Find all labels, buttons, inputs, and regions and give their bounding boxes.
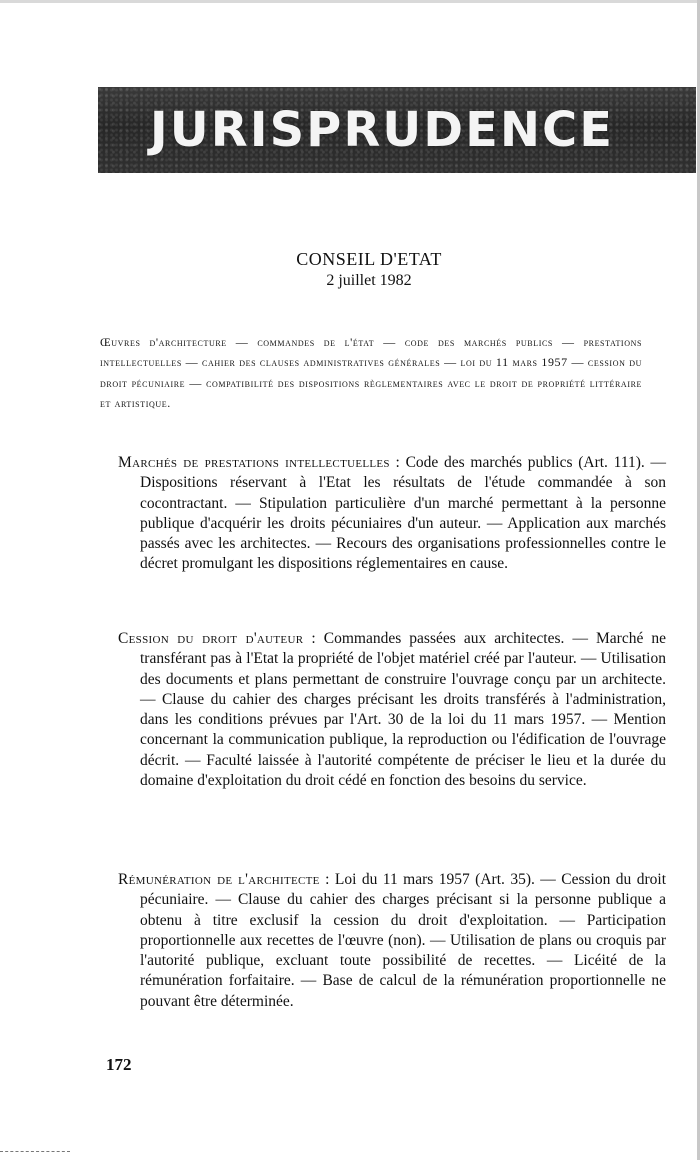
decision-date: 2 juillet 1982	[326, 272, 412, 289]
section-remuneration	[118, 870, 666, 1012]
section-heading: Marchés de prestations intellectuelles	[118, 454, 390, 471]
section-text: : Loi du 11 mars 1957 (Art. 35). — Cession du droit pécuniaire. — Clause du cahier des charges précisant si la personne publique a obtenu à titre exclusif la cession du droit d'exploitation. — Participation proportionnelle aux recettes de l'œuvre (non). — Utilisation de plans ou croquis par l'autorité publique, excluant toute possibilité de recettes. — Licéité de la rémunération forfaitaire. — Base de calcul de la rémunération proportionnelle ne pouvant être déterminée.	[140, 871, 667, 1010]
top-edge-rule	[0, 0, 700, 3]
section-cession	[118, 629, 666, 791]
court-name: CONSEIL D'ETAT	[296, 249, 442, 269]
section-heading: Cession du droit d'auteur	[118, 630, 304, 647]
section-heading: Rémunération de l'architecte	[118, 871, 320, 888]
banner-title: JURISPRUDENCE	[149, 102, 615, 158]
section-marches	[118, 453, 666, 575]
section-text: : Code des marchés publics (Art. 111). — Dispositions réservant à l'Etat les résultats de l'étude commandée à son cocontractant. — Stipulation particulière d'un marché permettant à la personne publique d'acquérir les droits pécuniaires d'un auteur. — Application aux marchés passés avec les architectes. — Recours des organisations professionnelles contre le décret promulgant les dispositions réglementaires en cause.	[140, 454, 667, 573]
keyword-summary	[100, 332, 642, 413]
court-header	[0, 249, 700, 290]
section-banner	[98, 87, 696, 173]
summary-lead-letter: Œ	[100, 335, 112, 349]
section-text: : Commandes passées aux architectes. — Marché ne transférant pas à l'Etat la propriété de l'objet matériel créé par l'auteur. — Utilisation des documents et plans permettant de construire l'ouvrage conçu par un architecte. — Clause du cahier des charges précisant les droits transférés à l'administration, dans les conditions prévues par l'Art. 30 de la loi du 11 mars 1957. — Mention concernant la communication publique, la reproduction ou l'édification de l'ouvrage décrit. — Faculté laissée à l'autorité compétente de préciser le lieu et la durée du domaine d'exploitation du droit cédé en fonction des besoins du service.	[140, 630, 667, 790]
page-number: 172	[106, 1055, 132, 1074]
summary-text: uvres d'architecture — commandes de l'état — code des marchés publics — prestations intellectuelles — cahier des clauses administratives générales — loi du 11 mars 1957 — cession du droit pécuniaire — compatibilité des dispositions règlementaires avec le droit de propriété littéraire et artistique.	[100, 335, 642, 410]
bottom-edge-mark	[0, 1151, 70, 1152]
